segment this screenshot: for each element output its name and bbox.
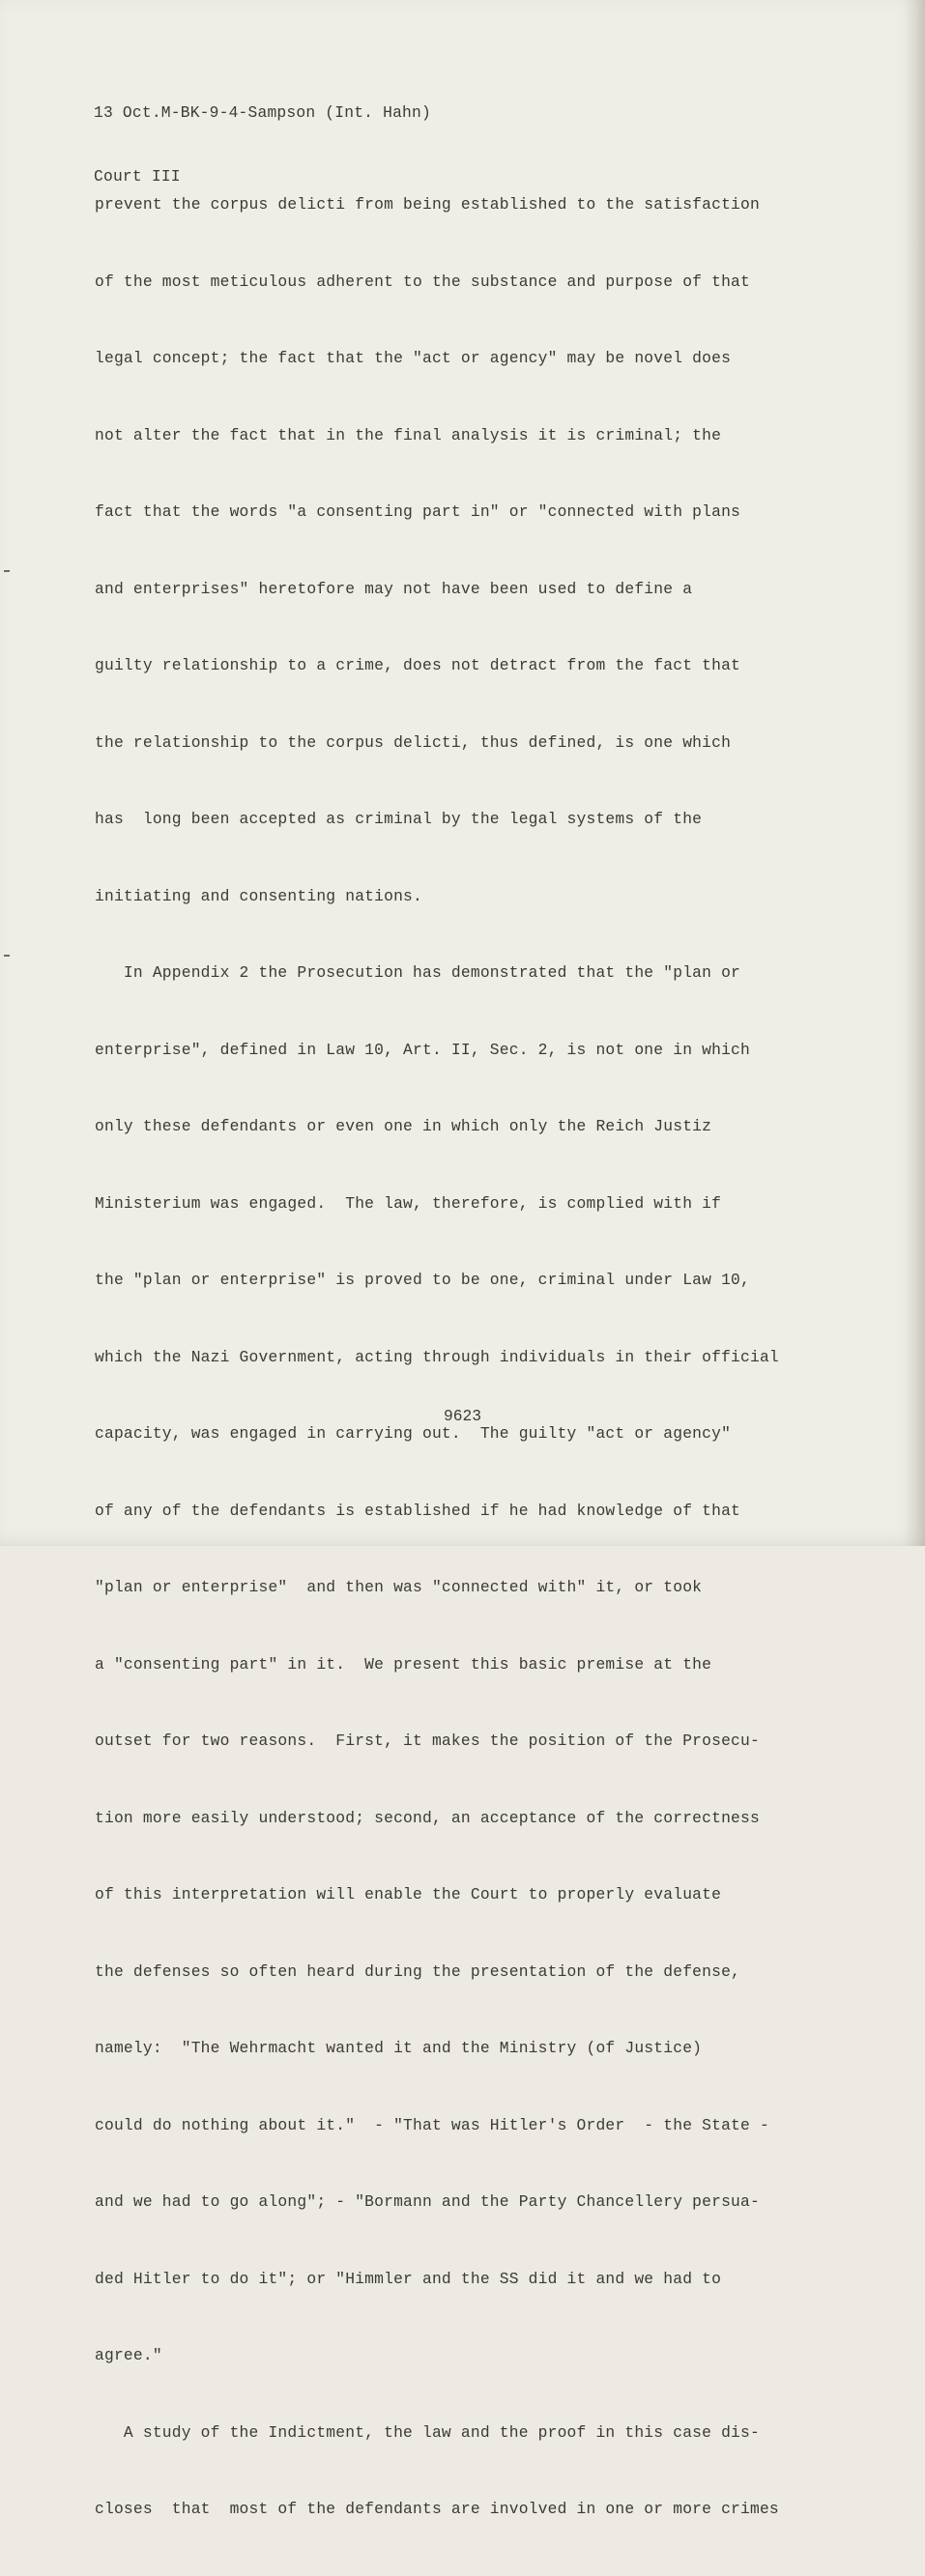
body-line: "plan or enterprise" and then was "connected with" it, or took <box>95 1578 703 1596</box>
body-line: ded Hitler to do it"; or "Himmler and the SS did it and we had to <box>95 2269 722 2288</box>
body-line: prevent the corpus delicti from being established to the satisfaction <box>95 195 760 214</box>
body-line: enterprise", defined in Law 10, Art. II, Sec. 2, is not one in which <box>95 1040 750 1059</box>
document-body <box>95 157 887 2576</box>
body-line: only these defendants or even one in which only the Reich Justiz <box>95 1117 712 1135</box>
page-edge-shadow <box>904 0 925 1546</box>
body-line: A study of the Indictment, the law and the proof in this case dis- <box>95 2422 760 2442</box>
body-line: closes that most of the defendants are involved in one or more crimes <box>95 2500 779 2518</box>
header-court-line: Court III <box>94 167 181 186</box>
body-line: not alter the fact that in the final analysis it is criminal; the <box>95 425 722 444</box>
body-line: initiating and consenting nations. <box>95 886 422 905</box>
body-line: the "plan or enterprise" is proved to be one, criminal under Law 10, <box>95 1271 750 1289</box>
body-line: of the most meticulous adherent to the substance and purpose of that <box>95 272 750 291</box>
body-line: capacity, was engaged in carrying out. The guilty "act or agency" <box>95 1424 732 1443</box>
margin-mark <box>4 955 10 957</box>
body-line: and enterprises" heretofore may not have been used to define a <box>95 579 693 598</box>
body-line: the relationship to the corpus delicti, thus defined, is one which <box>95 732 732 752</box>
body-line: could do nothing about it." - "That was Hitler's Order - the State - <box>95 2115 769 2134</box>
body-line: guilty relationship to a crime, does not detract from the fact that <box>95 656 741 674</box>
body-line: legal concept; the fact that the "act or agency" may be novel does <box>95 349 732 367</box>
margin-mark <box>4 570 10 572</box>
body-line: which the Nazi Government, acting through individuals in their official <box>95 1347 779 1366</box>
body-line: tion more easily understood; second, an acceptance of the correctness <box>95 1808 760 1827</box>
page-number: 9623 <box>443 1407 482 1425</box>
body-line: agree." <box>95 2346 162 2364</box>
body-line: and we had to go along"; - "Bormann and the Party Chancellery persua- <box>95 2192 760 2211</box>
body-line: In Appendix 2 the Prosecution has demonstrated that the "plan or <box>95 963 741 982</box>
body-line: outset for two reasons. First, it makes the position of the Prosecu- <box>95 1732 760 1750</box>
header-reference-line: 13 Oct.M-BK-9-4-Sampson (Int. Hahn) <box>94 103 431 122</box>
body-line: the defenses so often heard during the presentation of the defense, <box>95 1961 741 1981</box>
body-line: fact that the words "a consenting part in" or "connected with plans <box>95 502 741 521</box>
body-line: of this interpretation will enable the Court to properly evaluate <box>95 1885 722 1903</box>
body-line: a "consenting part" in it. We present this basic premise at the <box>95 1654 712 1674</box>
body-line: has long been accepted as criminal by the legal systems of the <box>95 810 703 828</box>
body-line: namely: "The Wehrmacht wanted it and the Ministry (of Justice) <box>95 2039 703 2057</box>
body-line: Ministerium was engaged. The law, therefore, is complied with if <box>95 1193 722 1213</box>
body-line: of any of the defendants is established if he had knowledge of that <box>95 1501 741 1520</box>
